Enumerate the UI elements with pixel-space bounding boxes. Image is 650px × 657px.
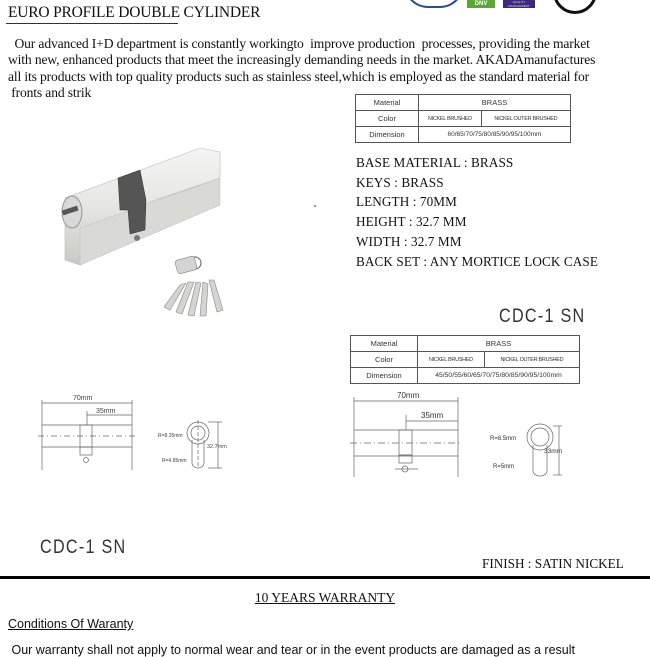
row-label: Color [351, 352, 418, 368]
model-code-bottom: CDC-1 SN [40, 537, 127, 558]
row-label: Color [356, 111, 419, 127]
dnv-logo [467, 0, 495, 8]
dim-length: 70mm [397, 391, 420, 400]
table-row [356, 95, 571, 111]
dim-radius-top: R=8.35mm [158, 433, 183, 439]
property-keys: KEYS : BRASS [356, 174, 444, 190]
keys [164, 256, 223, 316]
dim-radius-bottom: R=4.85mm [162, 458, 187, 464]
property-length: LENGTH : 70MM [356, 194, 457, 210]
ring-logo [553, 0, 597, 14]
property-width: WIDTH : 32.7 MM [356, 233, 462, 249]
dim-radius-top: R=8.5mm [490, 436, 517, 442]
page-title: EURO PROFILE DOUBLE CYLINDER [8, 4, 261, 21]
speck [314, 205, 316, 207]
properties-list [356, 153, 598, 271]
conditions-title: Conditions Of Waranty [8, 617, 134, 631]
warranty-body-text: Our warranty shall not apply to normal wear and tear or in the event products are damaged as a result [8, 643, 575, 657]
title-underline [6, 23, 178, 24]
finish-label: FINISH : SATIN NICKEL [482, 556, 624, 571]
intro-line: fronts and strik [8, 84, 92, 100]
dim-height: 33mm [544, 448, 563, 455]
property-back-set: BACK SET : ANY MORTICE LOCK CASE [356, 253, 599, 269]
technical-drawing-right [340, 385, 570, 485]
qm-text: QUALITY MANAGEMENT [508, 0, 530, 8]
company-seal-logo [404, 0, 464, 8]
row-value: 60/65/70/75/80/85/90/95/100mm [419, 127, 571, 143]
intro-line: all its products with top quality products such as stainless steel,which is employed as the standard material for [8, 68, 590, 84]
dim-radius-bottom: R=5mm [493, 464, 515, 470]
table-row [351, 336, 580, 352]
section-divider [0, 576, 650, 579]
cylinder-lock [62, 148, 220, 265]
table-row [351, 368, 580, 384]
dnv-text: DNV [474, 1, 488, 7]
table-row [356, 127, 571, 143]
intro-line: Our advanced I+D department is constantly workingto improve production processes, providing the market [8, 36, 590, 51]
dim-half: 35mm [421, 411, 444, 420]
row-value: BRASS [419, 95, 571, 111]
intro-paragraph [8, 36, 644, 101]
row-label: Material [351, 336, 418, 352]
technical-drawing-left [30, 385, 240, 475]
model-code-top: CDC-1 SN [499, 306, 586, 327]
row-value: NICKEL BRUSHED [418, 352, 485, 368]
table-row [351, 352, 580, 368]
spec-table-top [355, 94, 571, 143]
dim-length: 70mm [73, 395, 93, 402]
dim-height: 32.7mm [207, 444, 227, 450]
row-value: 45/50/55/60/65/70/75/80/85/90/95/100mm [418, 368, 580, 384]
spec-table-bottom [350, 335, 580, 384]
cylinder-product-image [20, 130, 340, 320]
table-row [356, 111, 571, 127]
intro-line: with new, enhanced products that meet the increasingly demanding needs in the market. AKADAmanufactures [8, 52, 596, 68]
row-value: NICKEL OUTER BRUSHED [481, 111, 570, 127]
dim-half: 35mm [96, 408, 116, 415]
row-label: Dimension [356, 127, 419, 143]
warranty-heading-text: 10 YEARS WARRANTY [254, 590, 396, 605]
property-base-material: BASE MATERIAL : BRASS [356, 155, 514, 170]
quality-management-logo [503, 0, 535, 8]
row-value: NICKEL OUTER BRUSHED [484, 352, 579, 368]
property-height: HEIGHT : 32.7 MM [356, 214, 467, 230]
row-label: Material [356, 95, 419, 111]
row-label: Dimension [351, 368, 418, 384]
warranty-heading [0, 590, 650, 606]
row-value: BRASS [418, 336, 580, 352]
row-value: NICKEL BRUSHED [419, 111, 482, 127]
